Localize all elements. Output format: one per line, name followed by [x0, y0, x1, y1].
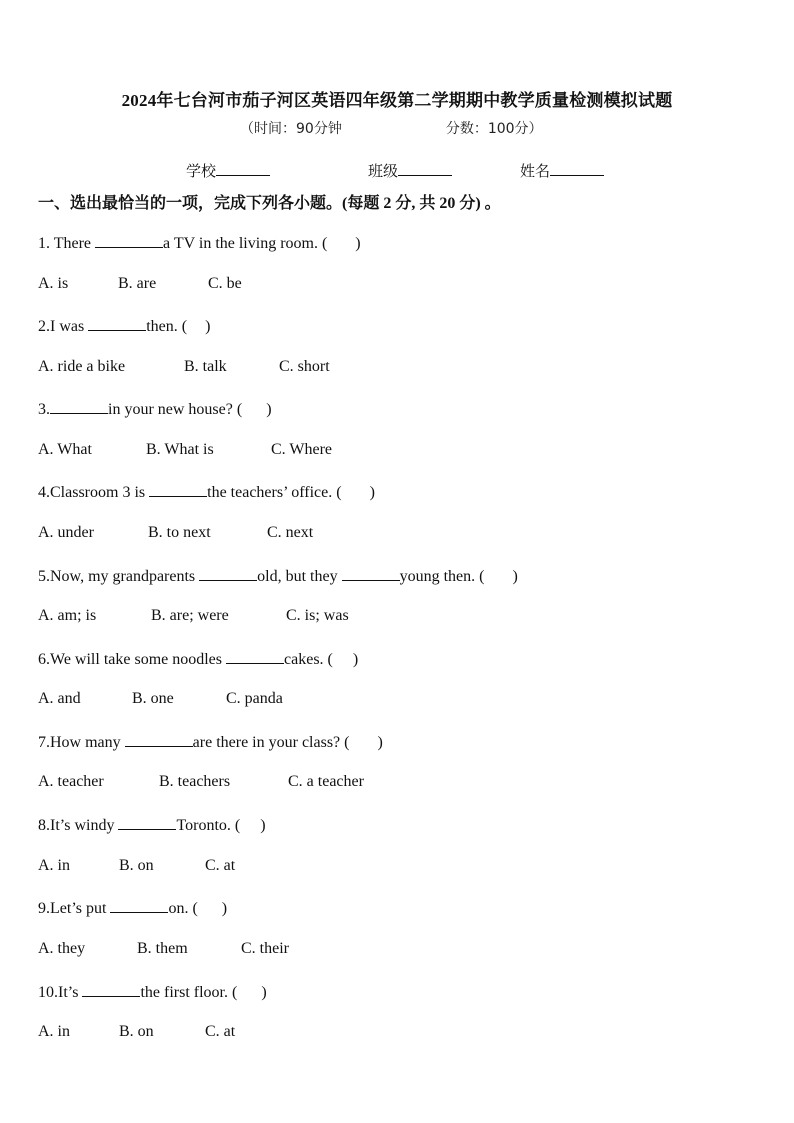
answer-paren: ) [261, 984, 267, 1001]
question-9 [38, 898, 227, 918]
question-text: on. ( [168, 900, 198, 917]
answer-blank [125, 732, 193, 747]
question-1 [38, 233, 361, 253]
option-b: B. on [119, 857, 154, 874]
options-3 [38, 441, 332, 459]
question-text: 2.I was [38, 318, 89, 335]
options-6 [38, 690, 283, 708]
answer-paren: ) [369, 484, 375, 501]
option-a: A. they [38, 940, 86, 957]
question-3 [38, 399, 272, 419]
question-10 [38, 982, 267, 1002]
answer-blank [95, 233, 163, 248]
option-c: C. their [241, 940, 289, 957]
question-text: 8.It’s windy [38, 817, 119, 834]
option-b: B. them [137, 940, 188, 957]
school-blank [216, 161, 270, 176]
option-c: C. be [208, 275, 242, 292]
exam-score: 分数：100分） [445, 121, 543, 137]
option-c: C. next [267, 524, 314, 541]
option-a: A. teacher [38, 773, 104, 790]
answer-blank [82, 982, 140, 997]
answer-paren: ) [512, 568, 518, 585]
question-text: old, but they [257, 568, 342, 585]
options-9 [38, 940, 289, 958]
option-a: A. is [38, 275, 69, 292]
question-5 [38, 566, 518, 586]
question-text: the teachers’ office. ( [207, 484, 342, 501]
question-text: young then. ( [399, 568, 485, 585]
answer-blank [342, 566, 400, 581]
option-a: A. in [38, 857, 70, 874]
answer-blank [149, 482, 207, 497]
option-c: C. a teacher [288, 773, 364, 790]
option-b: B. talk [184, 358, 227, 375]
options-8 [38, 857, 235, 875]
option-c: C. Where [271, 441, 333, 458]
exam-subtitle [240, 118, 543, 138]
option-b: B. What is [146, 441, 214, 458]
option-c: C. short [279, 358, 330, 375]
option-b: B. teachers [159, 773, 231, 790]
name-label: 姓名 [520, 162, 551, 180]
answer-paren: ) [355, 235, 361, 252]
option-b: B. are [118, 275, 157, 292]
options-5 [38, 607, 349, 625]
answer-paren: ) [205, 318, 211, 335]
exam-title: 2024年七台河市茄子河区英语四年级第二学期期中教学质量检测模拟试题 [121, 91, 673, 110]
answer-paren: ) [377, 734, 383, 751]
option-a: A. What [38, 441, 92, 458]
answer-blank [110, 898, 168, 913]
school-field [186, 160, 270, 181]
question-text: cakes. ( [284, 651, 333, 668]
question-2 [38, 316, 210, 336]
answer-paren: ) [221, 900, 228, 917]
question-8 [38, 815, 266, 835]
section-heading: 一、选出最恰当的一项，完成下列各小题。(每题 2 分, 共 20 分) 。 [38, 195, 501, 212]
option-a: A. under [38, 524, 94, 541]
question-text: then. ( [146, 318, 188, 335]
option-c: C. is; was [286, 607, 349, 624]
school-label: 学校 [186, 162, 217, 180]
option-b: B. one [132, 690, 174, 707]
name-field [520, 160, 604, 181]
class-label: 班级 [368, 162, 399, 180]
option-c: C. at [205, 1023, 236, 1040]
answer-blank [226, 649, 284, 664]
option-b: B. on [119, 1023, 154, 1040]
question-text: Toronto. ( [176, 817, 241, 834]
option-b: B. are; were [151, 607, 229, 624]
question-7 [38, 732, 383, 752]
name-blank [550, 161, 604, 176]
question-text: are there in your class? ( [192, 734, 350, 751]
answer-paren: ) [260, 817, 266, 834]
class-field [368, 160, 452, 181]
answer-blank [199, 566, 257, 581]
exam-time: （时间：90分钟 [240, 121, 342, 137]
answer-paren: ) [352, 651, 359, 668]
options-2 [38, 358, 330, 376]
question-text: a TV in the living room. ( [163, 235, 328, 252]
answer-blank [118, 815, 176, 830]
options-4 [38, 524, 313, 542]
options-10 [38, 1023, 235, 1041]
option-a: A. in [38, 1023, 70, 1040]
options-7 [38, 773, 364, 791]
question-text: 7.How many [38, 734, 125, 751]
question-4 [38, 482, 375, 502]
answer-blank [88, 316, 146, 331]
answer-blank [50, 399, 108, 414]
question-text: the first floor. ( [140, 984, 238, 1001]
question-text: in your new house? ( [108, 401, 243, 418]
question-text: 10.It’s [38, 984, 83, 1001]
option-c: C. at [205, 857, 236, 874]
question-6 [38, 649, 358, 669]
question-text: 4.Classroom 3 is [38, 484, 150, 501]
question-text: 6.We will take some noodles [38, 651, 227, 668]
option-c: C. panda [226, 690, 283, 707]
question-text: 5.Now, my grandparents [38, 568, 200, 585]
question-text: 3. [38, 401, 50, 418]
option-a: A. ride a bike [38, 358, 126, 375]
option-a: A. am; is [38, 607, 97, 624]
question-text: 1. There [38, 235, 96, 252]
option-b: B. to next [148, 524, 211, 541]
question-text: 9.Let’s put [38, 900, 111, 917]
class-blank [398, 161, 452, 176]
options-1 [38, 275, 242, 293]
option-a: A. and [38, 690, 81, 707]
answer-paren: ) [266, 401, 272, 418]
